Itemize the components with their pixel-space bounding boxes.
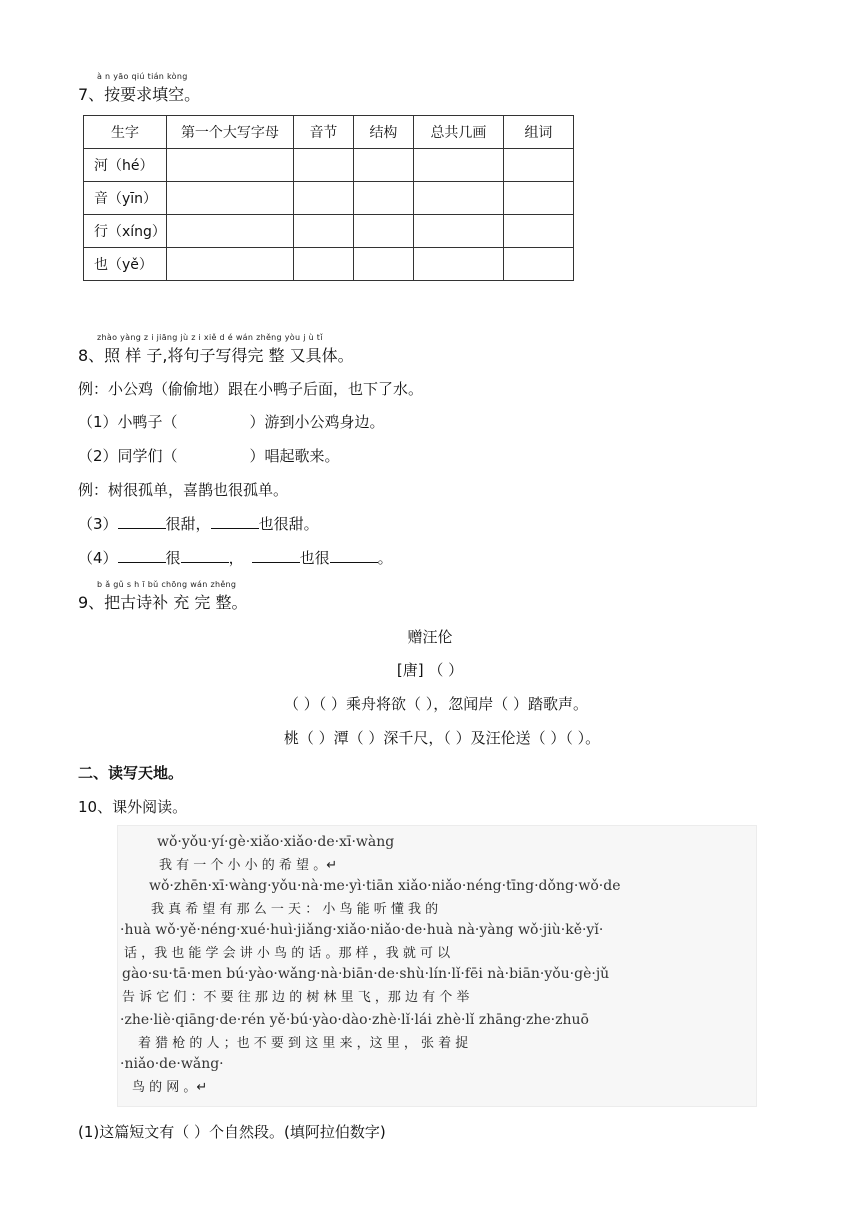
passage-pinyin: ·zhe·liè·qiāng·de·rén yě·bú·yào·dào·zhè·lǐ·lái zhè·lǐ zhāng·zhe·zhuō [120, 1012, 589, 1028]
q7-table [83, 115, 574, 281]
q8-item-4-b: ， [228, 549, 244, 567]
section-2-title: 二、读写天地。 [78, 764, 184, 782]
passage-pinyin: wǒ·yǒu·yí·gè·xiǎo·xiǎo·de·xī·wàng [157, 834, 395, 850]
q10-sub-question-1: (1)这篇短文有（ ）个自然段。(填阿拉伯数字) [78, 1123, 386, 1141]
poem-title: 赠汪伦 [407, 628, 453, 646]
answer-cell[interactable] [353, 149, 413, 182]
answer-cell[interactable] [413, 248, 503, 281]
passage-pinyin: wǒ·zhēn·xī·wàng·yǒu·nà·me·yì·tiān xiǎo·niǎo·néng·tīng·dǒng·wǒ·de [149, 878, 621, 894]
answer-cell[interactable] [353, 215, 413, 248]
q8-pinyin: zhào yàng z i jiāng jù z i xiě d é wán zhěng yòu j ù tǐ [97, 333, 323, 342]
passage-pinyin: ·niǎo·de·wǎng· [120, 1056, 224, 1072]
q7-title: 7、按要求填空。 [78, 85, 201, 104]
q8-item-2 [78, 445, 340, 466]
q10-title: 10、课外阅读。 [78, 798, 188, 816]
passage-hanzi: 着 猎 枪 的 人 ；也 不 要 到 这 里 来 ，这 里 ， 张 着 捉 [138, 1036, 469, 1051]
q8-item-3-suffix: 也很甜。 [258, 515, 319, 533]
answer-blank[interactable] [211, 514, 259, 529]
q8-title: 8、照 样 子,将句子写得完 整 又具体。 [78, 346, 354, 365]
q8-item-2-suffix: ）唱起歌来。 [249, 447, 340, 465]
q8-item-2-prefix: （2）同学们（ [78, 447, 178, 465]
q7-pinyin: à n yāo qiú tián kòng [97, 72, 188, 81]
answer-cell[interactable] [166, 215, 293, 248]
answer-cell[interactable] [293, 248, 353, 281]
answer-cell[interactable] [166, 248, 293, 281]
answer-blank[interactable] [118, 548, 166, 563]
q8-item-4 [78, 547, 393, 568]
table-header-cell: 总共几画 [413, 116, 503, 149]
poem-dynasty-author: [唐] （ ） [396, 661, 464, 679]
answer-cell[interactable] [503, 248, 573, 281]
answer-cell[interactable] [166, 182, 293, 215]
character-cell: 河（hé） [84, 149, 167, 182]
answer-cell[interactable] [503, 149, 573, 182]
q8-item-4-prefix: （4） [78, 549, 118, 567]
answer-cell[interactable] [413, 149, 503, 182]
answer-cell[interactable] [503, 182, 573, 215]
answer-cell[interactable] [413, 215, 503, 248]
q8-item-3-prefix: （3） [78, 515, 118, 533]
table-row [84, 215, 574, 248]
passage-pinyin: gào·su·tā·men bú·yào·wǎng·nà·biān·de·shù·lín·lǐ·fēi nà·biān·yǒu·gè·jǔ [122, 966, 610, 982]
answer-cell[interactable] [413, 182, 503, 215]
passage-hanzi: 我 有 一 个 小 小 的 希 望 。↵ [159, 858, 338, 873]
table-header-cell: 第一个大写字母 [166, 116, 293, 149]
answer-cell[interactable] [293, 215, 353, 248]
table-row [84, 248, 574, 281]
q9-title: 9、把古诗补 充 完 整。 [78, 593, 248, 612]
table-header-row [84, 116, 574, 149]
answer-cell[interactable] [353, 248, 413, 281]
answer-cell[interactable] [166, 149, 293, 182]
answer-blank[interactable] [252, 548, 300, 563]
q9-pinyin: b ǎ gǔ s h ī bǔ chōng wán zhěng [97, 580, 237, 589]
answer-blank[interactable] [330, 548, 378, 563]
answer-blank[interactable] [181, 548, 229, 563]
passage-hanzi: 我 真 希 望 有 那 么 一 天 ： 小 鸟 能 听 懂 我 的 [151, 902, 439, 917]
table-row [84, 149, 574, 182]
answer-cell[interactable] [293, 182, 353, 215]
q8-item-1-suffix: ）游到小公鸡身边。 [249, 413, 385, 431]
q8-item-1 [78, 411, 385, 432]
q8-example-2: 例：树很孤单，喜鹊也很孤单。 [78, 481, 289, 499]
passage-hanzi: 话 ，我 也 能 学 会 讲 小 鸟 的 话 。那 样 ，我 就 可 以 [124, 946, 451, 961]
table-header-cell: 生字 [84, 116, 167, 149]
table-row [84, 182, 574, 215]
character-cell: 音（yīn） [84, 182, 167, 215]
q8-item-1-prefix: （1）小鸭子（ [78, 413, 178, 431]
table-header-cell: 音节 [293, 116, 353, 149]
passage-pinyin: ·huà wǒ·yě·néng·xué·huì·jiǎng·xiǎo·niǎo·de·huà nà·yàng wǒ·jiù·kě·yǐ· [120, 922, 604, 938]
q8-example-1: 例：小公鸡（偷偷地）跟在小鸭子后面，也下了水。 [78, 380, 424, 398]
table-header-cell: 组词 [503, 116, 573, 149]
q8-item-4-d: 。 [377, 549, 393, 567]
q8-item-4-c: 也很 [299, 549, 330, 567]
character-cell: 行（xíng） [84, 215, 167, 248]
character-cell: 也（yě） [84, 248, 167, 281]
table-header-cell: 结构 [353, 116, 413, 149]
poem-line-2: 桃（ ）潭（ ）深千尺，（ ）及汪伦送（ ）（ ）。 [283, 729, 601, 747]
answer-cell[interactable] [353, 182, 413, 215]
reading-passage [117, 825, 757, 1107]
passage-hanzi: 鸟 的 网 。↵ [132, 1080, 208, 1095]
poem-line-1: （ ）（ ）乘舟将欲（ ），忽闻岸（ ）踏歌声。 [283, 695, 589, 713]
passage-hanzi: 告 诉 它 们 ：不 要 往 那 边 的 树 林 里 飞 ，那 边 有 个 举 [122, 990, 470, 1005]
answer-blank[interactable] [118, 514, 166, 529]
q8-item-3 [78, 513, 319, 534]
q8-item-3-mid: 很甜， [165, 515, 211, 533]
q8-item-4-a: 很 [165, 549, 181, 567]
answer-cell[interactable] [503, 215, 573, 248]
answer-cell[interactable] [293, 149, 353, 182]
